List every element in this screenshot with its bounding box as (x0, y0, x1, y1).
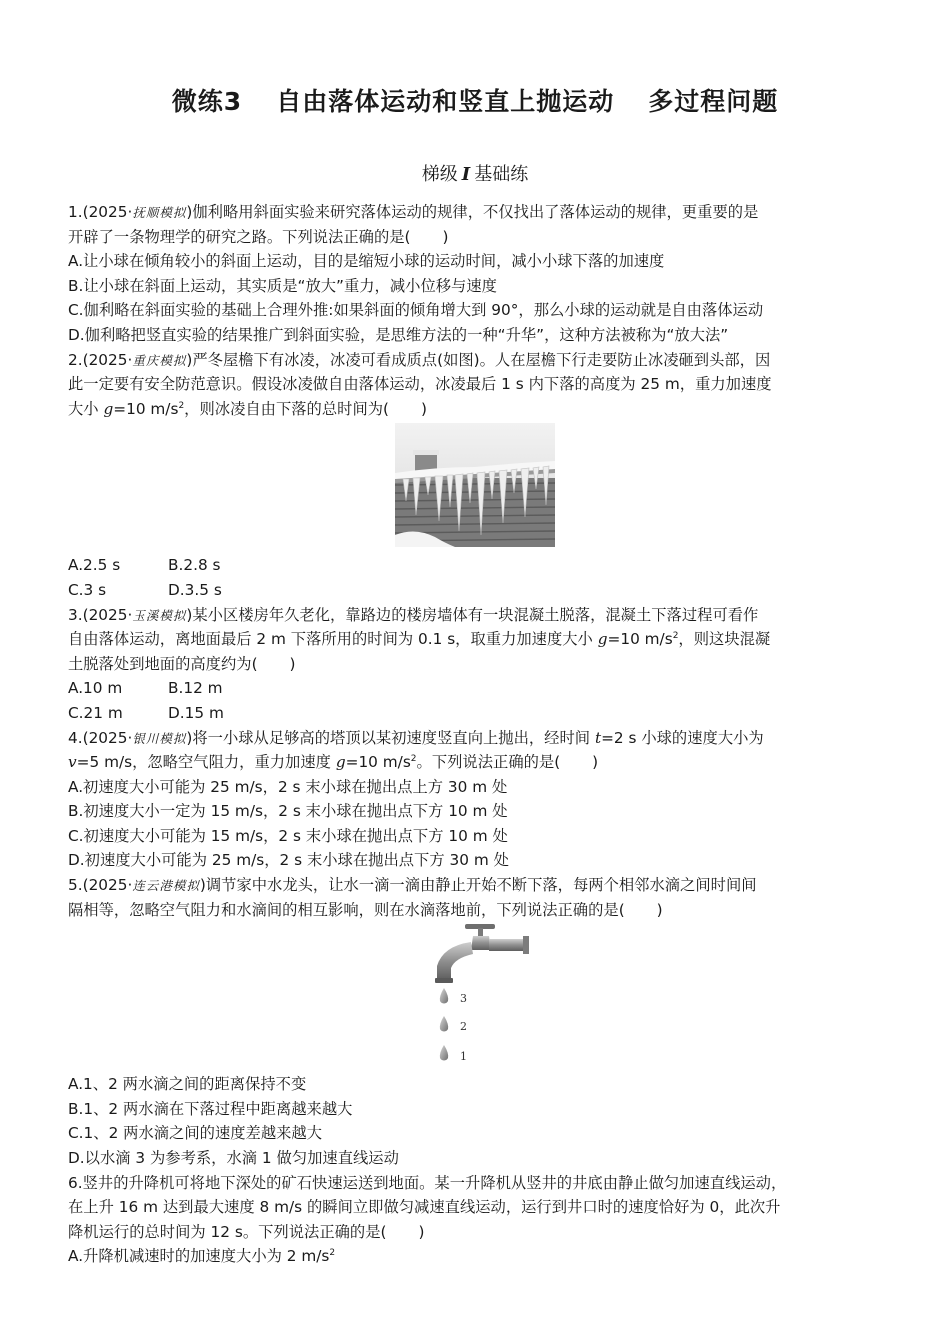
q3-sup: 2 (672, 631, 679, 642)
question-2-stem-line-2: 此一定要有安全防范意识。假设冰凌做自由落体运动，冰凌最后 1 s 内下落的高度为 25 m，重力加速度 (68, 375, 772, 394)
q2-paren-close: ) (421, 399, 427, 418)
q4-option-c: C.初速度大小可能为 15 m/s，2 s 末小球在抛出点下方 10 m 处 (68, 826, 508, 845)
q4-paren-close: ) (592, 753, 599, 772)
q3-text-3: 土脱落处到地面的高度约为( (68, 654, 258, 673)
q3-source: 玉溪模拟 (132, 607, 187, 623)
faucet-figure (68, 922, 883, 1072)
section-post: 基础练 (474, 164, 529, 185)
q1-text-1: 伽利略用斜面实验来研究落体运动的规律，不仅找出了落体运动的规律，更重要的是 (192, 203, 759, 221)
q3-var-g: g (597, 630, 608, 649)
faucet-drops-image (423, 922, 533, 1072)
q1-source: 抚顺模拟 (132, 205, 187, 220)
water-drop-2 (440, 1016, 448, 1031)
question-4-stem-line-1 (68, 726, 883, 751)
q4-var-g: g (335, 753, 346, 772)
icicle-eaves-image (395, 423, 555, 547)
q3-text-2a: 自由落体运动，离地面最后 2 m 下落所用的时间为 0.1 s，取重力加速度大小 (68, 630, 598, 649)
drop-label-2: 2 (460, 1020, 467, 1034)
q4-var-v: v (68, 753, 77, 772)
question-5-stem-line-2 (68, 898, 883, 923)
section-pre: 梯级 (421, 164, 458, 185)
q2-sup: 2 (178, 400, 185, 411)
question-6-stem-line-1: 6.竖井的升降机可将地下深处的矿石快速运送到地面。某一升降机从竖井的井底由静止做匀加速直线运动， (68, 1173, 787, 1192)
q2-option-a: A.2.5 s (68, 556, 121, 575)
questions (68, 200, 883, 1269)
icicle-figure (68, 421, 883, 553)
q3-text-2c: ，则这块混凝 (678, 630, 771, 649)
title-part-2: 自由落体运动和竖直上抛运动 (276, 87, 615, 116)
q4-option-b: B.初速度大小一定为 15 m/s，2 s 末小球在抛出点下方 10 m 处 (68, 802, 508, 821)
q5-number: 5.(2025· (68, 876, 133, 895)
q3-number: 3.(2025· (68, 605, 133, 624)
q4-option-a: A.初速度大小可能为 25 m/s，2 s 末小球在抛出点上方 30 m 处 (68, 777, 508, 796)
q2-options-row-2 (68, 578, 883, 603)
q5-option-c: C.1、2 两水滴之间的速度差越来越大 (68, 1124, 323, 1143)
section-heading (0, 160, 950, 186)
q5-source-close: ) (199, 876, 206, 895)
q3-text-2b: =10 m/s (607, 630, 673, 649)
q3-source-close: ) (186, 605, 193, 624)
question-1-stem-line-1 (68, 200, 883, 225)
question-2 (68, 348, 883, 603)
q3-text-1: 某小区楼房年久老化，靠路边的楼房墙体有一块混凝土脱落，混凝土下落过程可看作 (192, 605, 759, 624)
q2-text-3c: ，则冰凌自由下落的总时间为( (184, 399, 389, 418)
question-3-stem-line-1 (68, 603, 883, 628)
q6-paren-close: ) (418, 1222, 425, 1241)
question-4-stem-line-2 (68, 750, 883, 775)
drop-label-3: 3 (460, 992, 467, 1006)
q4-sup: 2 (410, 754, 417, 765)
q5-text-2: 隔相等，忽略空气阻力和水滴间的相互影响，则在水滴落地前，下列说法正确的是( (68, 900, 625, 919)
q4-text-2a: =5 m/s，忽略空气阻力，重力加速度 (76, 753, 336, 772)
q6-option-a (68, 1244, 883, 1269)
drop-label-1: 1 (460, 1050, 467, 1064)
q1-option-c: C.伽利略在斜面实验的基础上合理外推:如果斜面的倾角增大到 90°，那么小球的运动就是自由落体运动 (68, 301, 764, 320)
q2-option-b: B.2.8 s (168, 556, 221, 575)
q6-option-a-sup: 2 (329, 1248, 336, 1259)
question-1 (68, 200, 883, 348)
q2-source: 重庆模拟 (132, 352, 187, 368)
question-4 (68, 726, 883, 874)
q1-option-d: D.伽利略把竖直实验的结果推广到斜面实验，是思维方法的一种“升华”，这种方法被称为“放大法” (68, 325, 729, 344)
q3-option-d: D.15 m (168, 703, 224, 722)
water-drop-3 (440, 988, 448, 1003)
question-5-stem-line-1 (68, 873, 883, 898)
q2-number: 2.(2025· (68, 350, 133, 369)
q4-option-d: D.初速度大小可能为 25 m/s，2 s 末小球在抛出点下方 30 m 处 (68, 851, 509, 870)
q2-text-1: 严冬屋檐下有冰凌，冰凌可看成质点(如图)。人在屋檐下行走要防止冰凌砸到头部，因 (192, 350, 771, 369)
q1-number: 1.(2025· (68, 203, 133, 221)
q3-option-b: B.12 m (168, 679, 223, 698)
q5-paren-close: ) (656, 900, 663, 919)
question-6-stem-line-3 (68, 1220, 883, 1245)
q2-options-row-1 (68, 553, 883, 578)
question-3-stem-line-3 (68, 652, 883, 677)
q3-options-row-1 (68, 676, 883, 701)
q5-option-a: A.1、2 两水滴之间的距离保持不变 (68, 1075, 307, 1094)
question-5 (68, 873, 883, 1171)
q3-option-a: A.10 m (68, 679, 123, 698)
q4-source-close: ) (186, 728, 193, 747)
q5-source: 连云港模拟 (132, 878, 200, 894)
question-3-stem-line-2 (68, 627, 883, 652)
q2-text-3b: =10 m/s (113, 399, 179, 418)
q3-option-c: C.21 m (68, 703, 123, 722)
q5-text-1: 调节家中水龙头，让水一滴一滴由静止开始不断下落，每两个相邻水滴之间时间间 (205, 876, 757, 895)
q2-source-close: ) (186, 350, 193, 369)
q3-paren-close: ) (289, 654, 296, 673)
question-1-stem-line-2 (68, 225, 883, 250)
question-6 (68, 1171, 883, 1269)
q4-text-1a: 将一小球从足够高的塔顶以某初速度竖直向上抛出，经时间 (192, 728, 595, 747)
water-drop-1 (440, 1045, 448, 1060)
q2-var-g: g (103, 399, 114, 418)
q2-text-3a: 大小 (68, 399, 104, 418)
q4-var-t: t (594, 728, 602, 747)
q4-text-1b: =2 s 小球的速度大小为 (601, 728, 764, 747)
q5-option-d: D.以水滴 3 为参考系，水滴 1 做匀加速直线运动 (68, 1149, 399, 1168)
title-part-1: 微练3 (171, 87, 243, 116)
q1-source-close: ) (186, 203, 193, 221)
q4-text-2b: =10 m/s (345, 753, 411, 772)
q2-option-c: C.3 s (68, 580, 107, 599)
q2-option-d: D.3.5 s (168, 580, 222, 599)
q1-option-a: A.让小球在倾角较小的斜面上运动，目的是缩短小球的运动时间，减小小球下落的加速度 (68, 252, 665, 271)
q4-source: 银川模拟 (132, 730, 187, 746)
q3-options-row-2 (68, 701, 883, 726)
q6-option-a-text: A.升降机减速时的加速度大小为 2 m/s (68, 1247, 330, 1266)
question-2-stem-line-3 (68, 397, 883, 422)
faucet-body (471, 936, 491, 950)
q6-text-3: 降机运行的总时间为 12 s。下列说法正确的是( (68, 1222, 387, 1241)
q4-text-2c: 。下列说法正确的是( (416, 753, 561, 772)
question-3 (68, 603, 883, 726)
q4-number: 4.(2025· (68, 728, 133, 747)
section-roman: I (461, 164, 471, 185)
q5-option-b: B.1、2 两水滴在下落过程中距离越来越大 (68, 1099, 353, 1118)
q1-paren-close: ) (442, 227, 449, 246)
q1-option-b: B.让小球在斜面上运动，其实质是“放大”重力，减小位移与速度 (68, 276, 497, 295)
q1-text-2: 开辟了一条物理学的研究之路。下列说法正确的是( (68, 227, 411, 246)
question-2-stem-line-1 (68, 348, 883, 373)
title-part-3: 多过程问题 (648, 87, 779, 116)
faucet-spout (437, 942, 473, 980)
question-6-stem-line-2: 在上升 16 m 达到最大速度 8 m/s 的瞬间立即做匀减速直线运动，运行到井口时的速度恰好为 0，此次升 (68, 1198, 781, 1217)
page-title (0, 82, 950, 118)
